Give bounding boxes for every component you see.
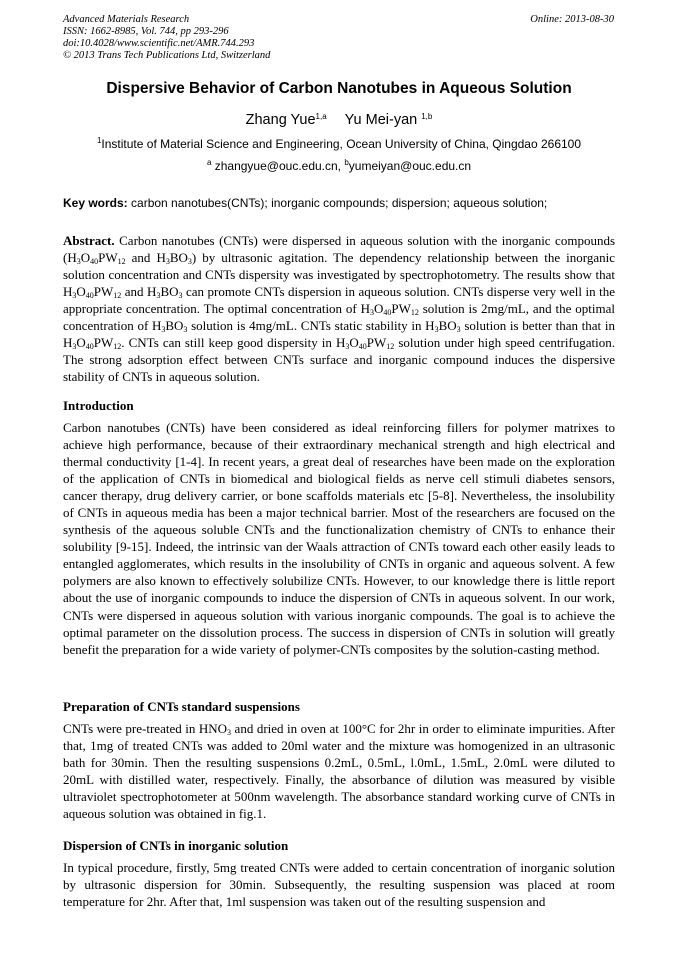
subscript: 3	[370, 308, 374, 318]
keywords	[63, 196, 615, 210]
author-emails	[0, 159, 678, 173]
issn-line: ISSN: 1662-8985, Vol. 744, pp 293-296	[63, 26, 229, 37]
keywords-label: Key words:	[63, 196, 128, 210]
subscript: 3	[161, 325, 166, 335]
abstract-text: BO	[165, 318, 184, 334]
abstract-text: BO	[438, 318, 457, 334]
abstract-text: BO	[160, 284, 179, 300]
abstract-text: solution is better than that in H	[63, 318, 615, 351]
copyright-line: © 2013 Trans Tech Publications Ltd, Switzerland	[63, 50, 271, 61]
subscript: 40	[90, 257, 99, 267]
abstract-text: O	[349, 335, 359, 351]
abstract-text: BO	[169, 250, 188, 266]
email-a: zhangyue@ouc.edu.cn,	[211, 159, 345, 173]
subscript: 3	[456, 325, 461, 335]
introduction-paragraph: Carbon nanotubes (CNTs) have been considered as ideal reinforcing fillers for polymer matrixes to achieve high performance, because of their extraordinary mechanical strength and high electrical and thermal conductivity [1-4]. In recent years, a great deal of researches have been made on the exploration of the application of CNTs in biomedical and biological fields as nerve cell stimuli diabetes sensors, cancer therapy, drug delivery carrier, or bone scaffolds materials etc [5-8]. Nevertheless, the insolubility of CNTs in aqueous media has been a major technical barrier. Most of the researchers are focused on the synthesis of the aqueous soluble CNTs and the functionalization chemistry of CNTs to enhance their solubility [9-15]. Indeed, the intrinsic van der Waals attraction of CNTs toward each other easily leads to entangled agglomerates, which results in the insolubility of CNTs in organic and aqueous solvent. A few polymers are also known to effectively solubilize CNTs. However, to our knowledge there is little report about the use of inorganic compounds to induce the dispersion of CNTs in aqueous solvent. In our work, CNTs were dispersed in aqueous solution with various inorganic compounds. The goal is to achieve the optimal parameter on the dissolution process. The success in dispersion of CNTs in solution will greatly benefit the preparation for a wide variety of polymer-CNTs composites by the solution-casting method.	[63, 420, 615, 657]
journal-name: Advanced Materials Research	[63, 14, 190, 25]
abstract-text: PW	[93, 284, 114, 300]
email-b-mark: b	[344, 158, 349, 167]
email-b: yumeiyan@ouc.edu.cn	[348, 159, 472, 173]
abstract-text: PW	[98, 250, 118, 266]
subscript: 3	[72, 342, 77, 352]
abstract	[63, 232, 615, 385]
subscript: 12	[117, 257, 126, 267]
author-1-affil: 1,a	[315, 112, 327, 121]
dispersion-heading: Dispersion of CNTs in inorganic solution	[63, 838, 289, 853]
subscript: 40	[85, 342, 94, 352]
subscript: 3	[183, 325, 188, 335]
abstract-text: can promote CNTs dispersion in aqueous solution. CNTs disperse very well in the appropriate concentration. The optimal concentration of H	[63, 284, 615, 317]
preparation-text: CNTs were pre-treated in HNO	[63, 721, 228, 736]
abstract-text: . CNTs can still keep good dispersity in H	[121, 335, 346, 351]
journal-header	[63, 14, 270, 62]
abstract-text: ) by ultrasonic agitation. The dependency relationship between the inorganic solution concentration and CNTs dispersity was investigated by spectrophotometry. The results show that H	[63, 250, 615, 300]
subscript: 12	[410, 308, 419, 318]
subscript: 3	[72, 291, 77, 301]
abstract-text: and H	[121, 284, 157, 300]
abstract-text: O	[80, 250, 91, 266]
doi-line: doi:10.4028/www.scientific.net/AMR.744.293	[63, 38, 255, 49]
subscript: 40	[358, 342, 367, 352]
abstract-text: Carbon nanotubes (CNTs) were dispersed in aqueous solution with the inorganic compounds (H	[63, 233, 615, 266]
subscript: 3	[156, 291, 161, 301]
abstract-text: solution is 4mg/mL. CNTs static stability in H	[187, 318, 435, 334]
subscript: 40	[85, 291, 94, 301]
subscript: 3	[187, 257, 192, 267]
subscript: 3	[165, 257, 170, 267]
subscript: 3	[76, 257, 81, 267]
subscript: 12	[113, 291, 122, 301]
abstract-label: Abstract.	[63, 233, 115, 248]
subscript: 3	[345, 342, 350, 352]
affiliation-number: 1	[96, 136, 102, 145]
keywords-text: carbon nanotubes(CNTs); inorganic compounds; dispersion; aqueous solution;	[127, 196, 548, 210]
abstract-text: and H	[125, 250, 166, 266]
abstract-text: solution is 2mg/mL, and the optimal concentration of H	[63, 301, 616, 334]
abstract-text: PW	[391, 301, 411, 317]
email-a-mark: a	[206, 158, 212, 167]
subscript: 40	[383, 308, 392, 318]
subscript: 3	[227, 728, 232, 737]
subscript: 12	[113, 342, 122, 352]
subscript: 3	[434, 325, 439, 335]
online-date: Online: 2013-08-30	[530, 14, 614, 25]
author-1: Zhang Yue	[245, 112, 316, 128]
abstract-text: solution under high speed centrifugation. The strong adsorption effect between CNTs surface and inorganic compound induces the dispersive stability of CNTs in aqueous solution.	[63, 335, 615, 385]
author-2: Yu Mei-yan	[344, 112, 418, 128]
affiliation	[0, 137, 678, 151]
dispersion-paragraph: In typical procedure, firstly, 5mg treated CNTs were added to certain concentration of inorganic solution by ultrasonic dispersion for 30min. Subsequently, the resulting suspension was placed at room temperature for 2hr. After that, 1ml suspension was taken out of the resulting suspension and	[63, 860, 615, 910]
paper-title: Dispersive Behavior of Carbon Nanotubes in Aqueous Solution	[106, 80, 572, 97]
abstract-text: PW	[366, 335, 387, 351]
preparation-heading: Preparation of CNTs standard suspensions	[63, 699, 300, 714]
abstract-text: O	[76, 284, 86, 300]
author-line	[0, 112, 678, 128]
preparation-text: and dried in oven at 100°C for 2hr in order to eliminate impurities. After that, 1mg of treated CNTs was added to 20ml water and the mixture was homogenized in an ultrasonic bath for 30min. Then the resulting suspensions 0.2mL, 0.5mL, l.0mL, 1.5mL, 2.0mL were diluted to 20mL with distilled water, respectively. Finally, the absorbance of dilution was measured by visible ultraviolet spectrophotometer at 500nm wavelength. The absorbance standard working curve of CNTs in aqueous solution was obtained in fig.1.	[63, 721, 615, 822]
abstract-text: PW	[93, 335, 114, 351]
abstract-text: O	[76, 335, 86, 351]
subscript: 12	[386, 342, 395, 352]
subscript: 3	[178, 291, 183, 301]
abstract-text: O	[374, 301, 384, 317]
preparation-paragraph	[63, 720, 615, 822]
introduction-heading: Introduction	[63, 398, 134, 413]
author-2-affil: 1,b	[421, 112, 433, 121]
affiliation-text: Institute of Material Science and Engineering, Ocean University of China, Qingdao 266100	[101, 137, 582, 151]
